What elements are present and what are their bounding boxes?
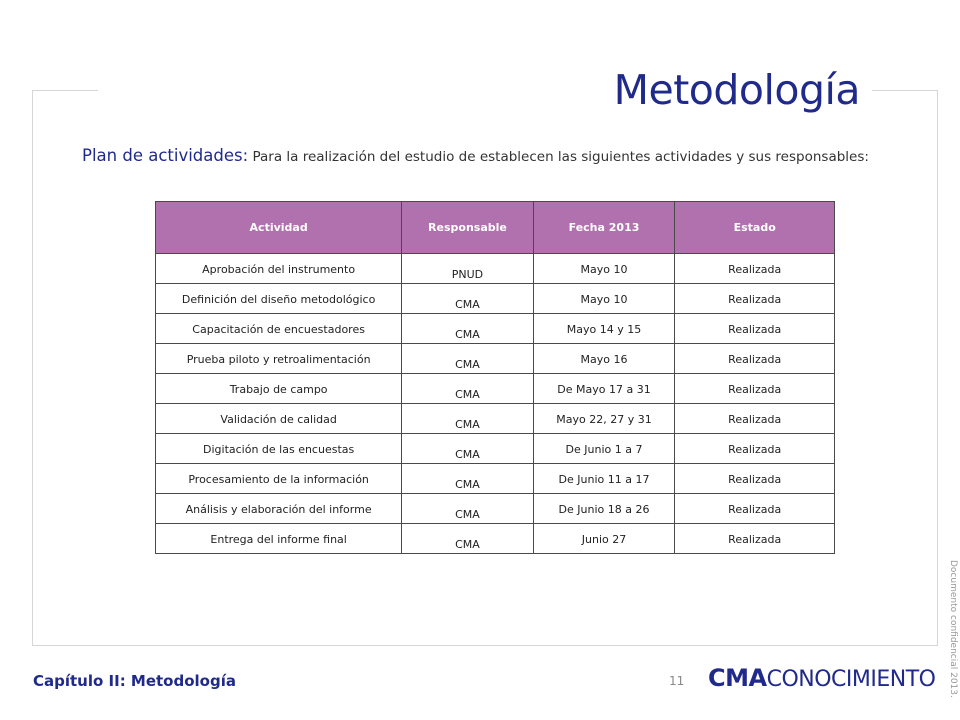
cell-estado (675, 374, 835, 404)
cell-responsable (402, 464, 533, 494)
cell-responsable-text: CMA (455, 448, 480, 461)
cell-estado-text: Realizada (728, 383, 782, 396)
cell-estado (675, 254, 835, 284)
cell-actividad-text: Definición del diseño metodológico (181, 293, 376, 306)
header-responsable: Responsable (402, 202, 533, 254)
table-body (156, 254, 835, 554)
frame-top-right-border (872, 90, 938, 91)
cell-fecha (533, 434, 675, 464)
cell-actividad (156, 494, 402, 524)
cell-responsable (402, 254, 533, 284)
table-row (156, 434, 835, 464)
cell-fecha-text: De Junio 1 a 7 (565, 443, 643, 456)
table-row (156, 374, 835, 404)
cell-estado (675, 314, 835, 344)
cell-responsable-text: CMA (455, 478, 480, 491)
cell-fecha (533, 374, 675, 404)
table-row (156, 254, 835, 284)
cell-responsable-text: CMA (455, 388, 480, 401)
cell-responsable (402, 404, 533, 434)
table-row (156, 464, 835, 494)
frame-bottom-border (32, 645, 938, 646)
footer-chapter: Capítulo II: Metodología (33, 672, 236, 690)
frame-right-border (937, 90, 938, 646)
cell-estado (675, 494, 835, 524)
cell-fecha (533, 494, 675, 524)
table-row (156, 494, 835, 524)
cell-estado-text: Realizada (728, 503, 782, 516)
cell-fecha (533, 344, 675, 374)
table-row (156, 314, 835, 344)
cell-actividad (156, 344, 402, 374)
cell-actividad-text: Capacitación de encuestadores (192, 323, 365, 336)
cell-responsable (402, 374, 533, 404)
cell-fecha (533, 254, 675, 284)
confidential-note (946, 560, 958, 710)
cell-estado (675, 524, 835, 554)
logo-bold-text: CMA (708, 664, 767, 692)
cell-actividad (156, 284, 402, 314)
cell-estado-text: Realizada (728, 443, 782, 456)
cell-fecha-text: Mayo 10 (580, 263, 628, 276)
frame-left-border (32, 90, 33, 646)
cell-estado (675, 344, 835, 374)
cell-responsable-text: CMA (455, 358, 480, 371)
page-number: 11 (669, 674, 685, 688)
cma-logo (708, 664, 935, 692)
cell-estado-text: Realizada (728, 473, 782, 486)
cell-estado-text: Realizada (728, 353, 782, 366)
logo-light-text: CONOCIMIENTO (766, 667, 936, 692)
cell-fecha-text: Mayo 10 (580, 293, 628, 306)
cell-estado (675, 434, 835, 464)
cell-actividad-text: Entrega del informe final (210, 533, 347, 546)
table-row (156, 404, 835, 434)
cell-fecha-text: De Junio 11 a 17 (558, 473, 650, 486)
cell-responsable (402, 314, 533, 344)
table-row (156, 344, 835, 374)
cell-actividad-text: Prueba piloto y retroalimentación (186, 353, 371, 366)
cell-responsable-text: CMA (455, 298, 480, 311)
cell-actividad (156, 254, 402, 284)
cell-actividad (156, 314, 402, 344)
cell-responsable-text: CMA (455, 508, 480, 521)
cell-fecha (533, 284, 675, 314)
cell-fecha (533, 314, 675, 344)
frame-top-left-border (32, 90, 98, 91)
table-header-row (156, 202, 835, 254)
cell-responsable (402, 494, 533, 524)
cell-estado-text: Realizada (728, 323, 782, 336)
cell-fecha-text: De Mayo 17 a 31 (557, 383, 651, 396)
cell-actividad (156, 374, 402, 404)
cell-fecha (533, 524, 675, 554)
cell-responsable-text: CMA (455, 418, 480, 431)
cell-fecha-text: Mayo 14 y 15 (566, 323, 642, 336)
cell-responsable (402, 524, 533, 554)
header-actividad: Actividad (156, 202, 402, 254)
intro-paragraph (82, 146, 902, 165)
cell-actividad-text: Análisis y elaboración del informe (185, 503, 372, 516)
header-fecha: Fecha 2013 (533, 202, 675, 254)
cell-fecha-text: Junio 27 (581, 533, 627, 546)
cell-fecha-text: De Junio 18 a 26 (558, 503, 650, 516)
cell-actividad-text: Aprobación del instrumento (202, 263, 356, 276)
cell-actividad-text: Procesamiento de la información (188, 473, 369, 486)
cell-actividad (156, 464, 402, 494)
cell-estado (675, 404, 835, 434)
cell-estado-text: Realizada (728, 263, 782, 276)
cell-responsable (402, 434, 533, 464)
cell-fecha-text: Mayo 16 (580, 353, 628, 366)
page-title: Metodología (613, 66, 860, 114)
cell-estado-text: Realizada (728, 293, 782, 306)
intro-lead: Plan de actividades: (82, 146, 249, 165)
table-row (156, 524, 835, 554)
table-row (156, 284, 835, 314)
cell-actividad (156, 404, 402, 434)
cell-actividad-text: Digitación de las encuestas (203, 443, 355, 456)
cell-actividad-text: Validación de calidad (220, 413, 337, 426)
cell-responsable-text: PNUD (451, 268, 484, 281)
cell-estado-text: Realizada (728, 413, 782, 426)
cell-fecha (533, 464, 675, 494)
cell-estado (675, 284, 835, 314)
cell-estado (675, 464, 835, 494)
intro-text: Para la realización del estudio de establecen las siguientes actividades y sus responsables: (248, 149, 869, 165)
cell-estado-text: Realizada (728, 533, 782, 546)
cell-actividad-text: Trabajo de campo (229, 383, 328, 396)
cell-fecha (533, 404, 675, 434)
confidential-text: Documento confidencial 2013. (948, 560, 958, 698)
cell-actividad (156, 434, 402, 464)
cell-fecha-text: Mayo 22, 27 y 31 (556, 413, 652, 426)
header-estado: Estado (675, 202, 835, 254)
cell-actividad (156, 524, 402, 554)
cell-responsable (402, 284, 533, 314)
cell-responsable-text: CMA (455, 538, 480, 551)
cell-responsable-text: CMA (455, 328, 480, 341)
cell-responsable (402, 344, 533, 374)
activities-table (155, 201, 835, 554)
